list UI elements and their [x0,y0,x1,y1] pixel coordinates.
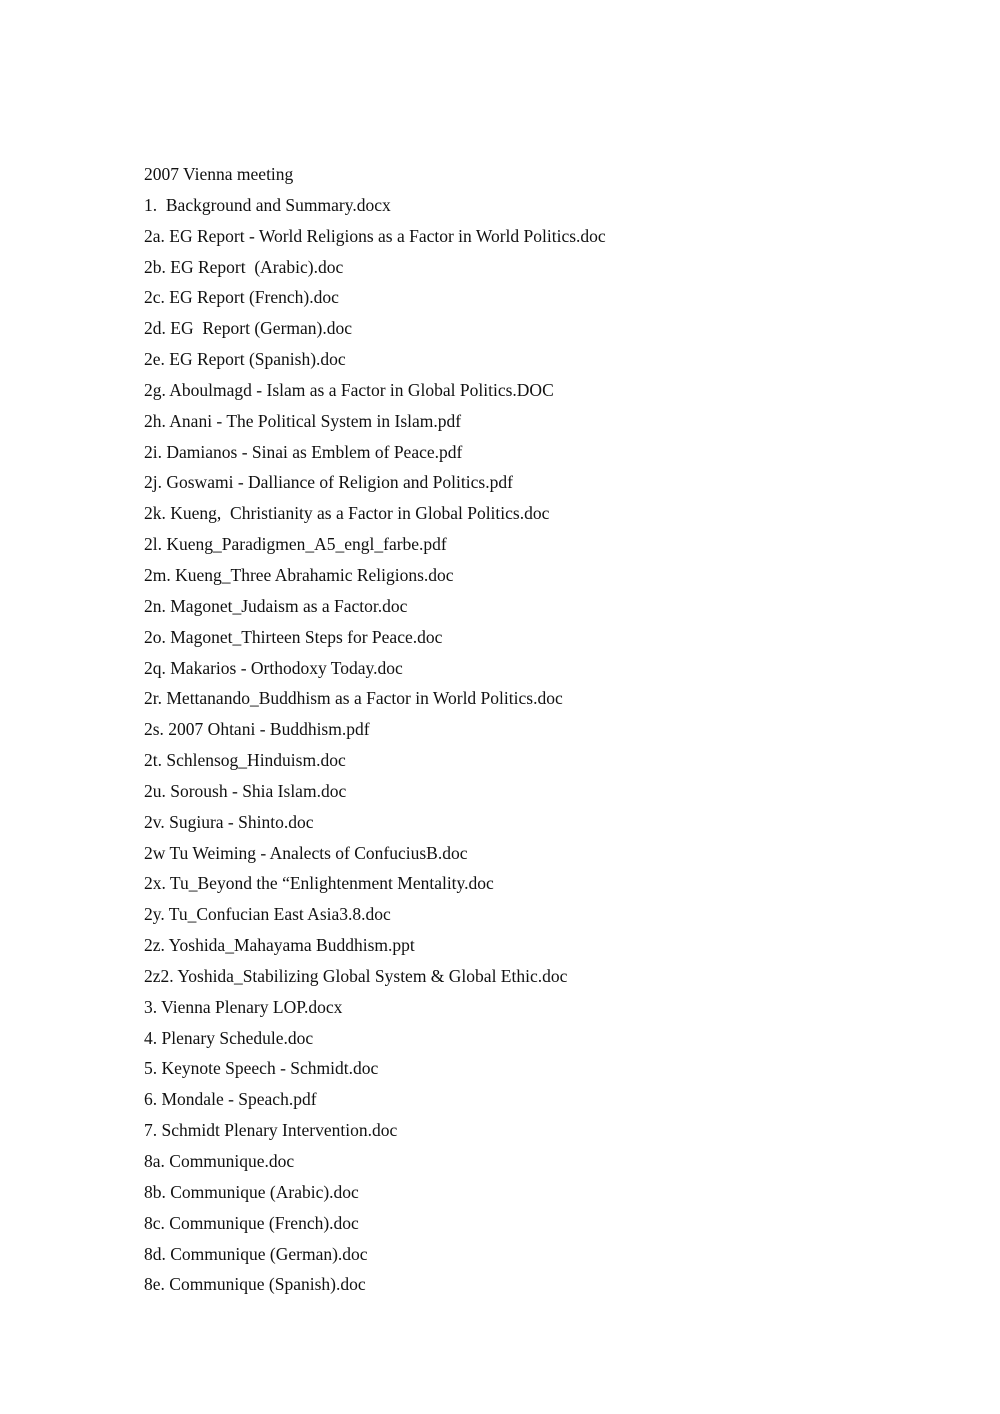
list-item: 2i. Damianos - Sinai as Emblem of Peace.pdf [144,441,463,462]
list-item: 2u. Soroush - Shia Islam.doc [144,780,347,801]
list-item: 8d. Communique (German).doc [144,1243,368,1264]
list-item: 2c. EG Report (French).doc [144,287,339,308]
list-item: 2z. Yoshida_Mahayama Buddhism.ppt [144,935,415,956]
list-item: 2m. Kueng_Three Abrahamic Religions.doc [144,564,454,585]
list-item: 2o. Magonet_Thirteen Steps for Peace.doc [144,626,443,647]
list-item: 1. Background and Summary.docx [144,194,391,215]
list-item: 2r. Mettanando_Buddhism as a Factor in World Politics.doc [144,688,563,709]
list-item: 2n. Magonet_Judaism as a Factor.doc [144,595,408,616]
list-item: 2g. Aboulmagd - Islam as a Factor in Global Politics.DOC [144,379,554,400]
list-item: 2j. Goswami - Dalliance of Religion and Politics.pdf [144,472,513,493]
list-item: 7. Schmidt Plenary Intervention.doc [144,1120,398,1141]
list-item: 2y. Tu_Confucian East Asia3.8.doc [144,904,391,925]
list-item: 2q. Makarios - Orthodoxy Today.doc [144,657,403,678]
list-item: 2l. Kueng_Paradigmen_A5_engl_farbe.pdf [144,534,447,555]
list-item: 5. Keynote Speech - Schmidt.doc [144,1058,379,1079]
list-item: 2k. Kueng, Christianity as a Factor in Global Politics.doc [144,503,550,524]
list-item: 2e. EG Report (Spanish).doc [144,349,346,370]
list-item: 2x. Tu_Beyond the “Enlightenment Mentality.doc [144,873,494,894]
list-item: 2t. Schlensog_Hinduism.doc [144,750,346,771]
list-item: 2w Tu Weiming - Analects of ConfuciusB.doc [144,842,468,863]
list-item: 6. Mondale - Speach.pdf [144,1089,317,1110]
list-item: 2v. Sugiura - Shinto.doc [144,811,314,832]
list-item: 8e. Communique (Spanish).doc [144,1274,366,1295]
list-item: 2z2. Yoshida_Stabilizing Global System & Global Ethic.doc [144,965,568,986]
list-item: 3. Vienna Plenary LOP.docx [144,996,343,1017]
document-title: 2007 Vienna meeting [144,164,294,184]
list-item: 8a. Communique.doc [144,1151,295,1171]
list-item: 2a. EG Report - World Religions as a Factor in World Politics.doc [144,225,606,246]
list-item: 4. Plenary Schedule.doc [144,1027,314,1048]
list-item: 2h. Anani - The Political System in Islam.pdf [144,410,462,431]
list-item: 2d. EG Report (German).doc [144,318,352,339]
list-item: 8b. Communique (Arabic).doc [144,1181,359,1202]
list-item: 8c. Communique (French).doc [144,1212,359,1233]
list-item: 2b. EG Report (Arabic).doc [144,256,344,277]
list-item: 2s. 2007 Ohtani - Buddhism.pdf [144,719,370,740]
file-list [144,159,964,1300]
